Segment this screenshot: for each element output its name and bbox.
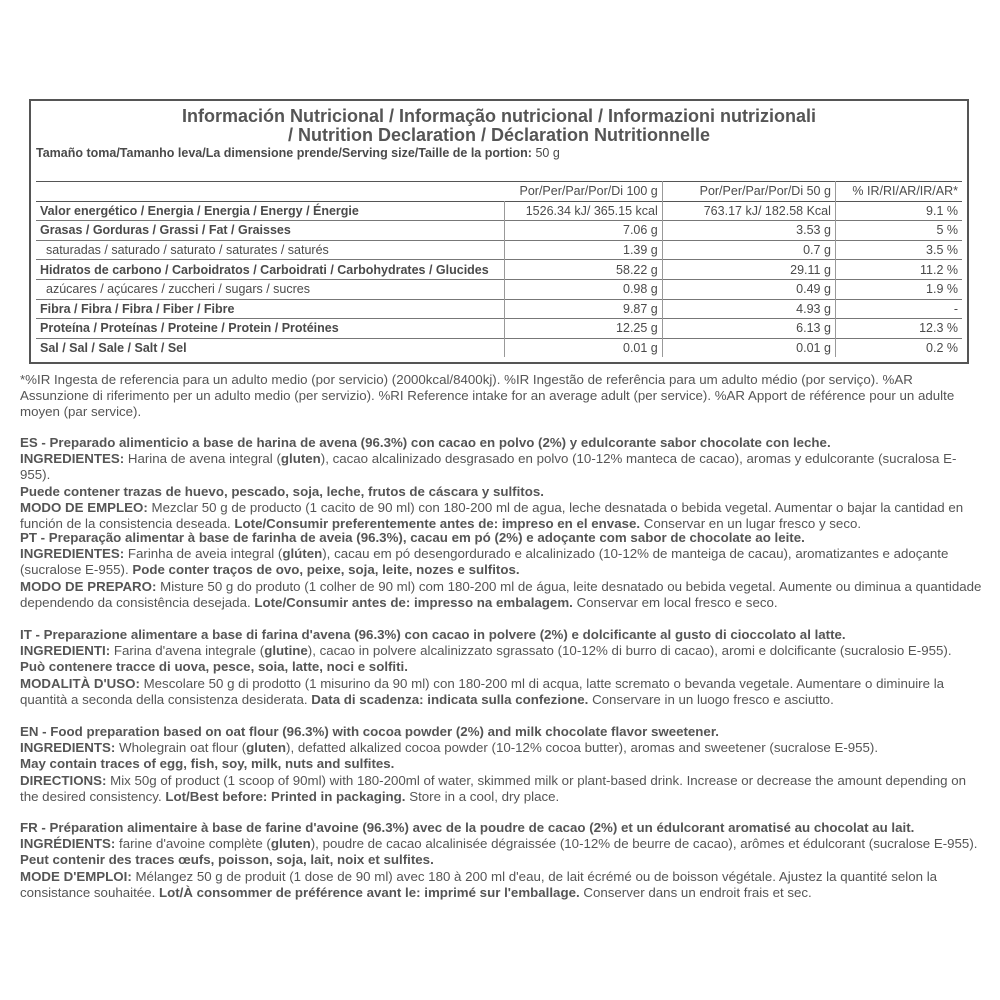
row-per-50g: 763.17 kJ/ 182.58 Kcal — [662, 201, 835, 221]
directions-text: Misture 50 g do produto (1 colher de 90 ml) com 180-200 ml de água, leite desnatado ou bebida vegetal. Aumente ou diminua a quantidade dependendo da consistência desejada. — [20, 578, 982, 610]
nutrition-table-header — [36, 182, 962, 202]
section-title: EN - Food preparation based on oat flour (96.3%) with cocoa powder (2%) and milk chocolate flavor sweetener. — [20, 724, 719, 739]
row-ri: 12.3 % — [919, 321, 958, 336]
section-en — [20, 724, 982, 805]
row-ri: 11.2 % — [920, 262, 958, 277]
ingredients-label: INGREDIENTS: — [20, 740, 116, 756]
header-blank — [36, 182, 504, 202]
section-title: IT - Preparazione alimentare a base di farina d'avena (96.3%) con cacao in polvere (2%) e dolcificante al gusto di cioccolato al latte. — [20, 627, 846, 642]
directions-label: MODO DE PREPARO: — [20, 578, 157, 594]
row-ri: 1.9 % — [926, 282, 958, 297]
row-name: Sal / Sal / Sale / Salt / Sel — [36, 338, 504, 357]
section-es — [20, 435, 982, 532]
ingredients-text: Farina d'avena integrale ( — [113, 643, 265, 659]
storage-text: Conservar en un lugar fresco y seco. — [643, 516, 862, 532]
section-title: PT - Preparação alimentar à base de farinha de aveia (96.3%), cacau em pó (2%) e adoçante com sabor de chocolate ao leite. — [20, 530, 805, 545]
row-per-100g: 1526.34 kJ/ 365.15 kcal — [504, 201, 662, 221]
section-fr — [20, 820, 982, 901]
directions-text: Mix 50g of product (1 scoop of 90ml) with 180-200ml of water, skimmed milk or plant-based drink. Increase or decrease the amount depending on the desired consistency. — [20, 772, 967, 804]
nutrition-label — [29, 99, 969, 364]
ingredients-text-rest: ), cacau em pó desengordurado e alcalinizado (10-12% de manteiga de cacau), aromatizantes e adoçante (sucralose E-955). — [20, 546, 949, 578]
traces-warning: Può contenere tracce di uova, pesce, soia, latte, noci e solfiti. — [20, 659, 408, 675]
row-per-100g: 0.98 g — [504, 279, 662, 299]
nutrition-title-line2: / Nutrition Declaration / Déclaration Nutritionnelle — [287, 125, 711, 145]
nutrition-table — [36, 181, 962, 357]
table-row — [36, 299, 962, 319]
serving-size-label: Tamaño toma/Tamanho leva/La dimensione prende/Serving size/Taille de la portion: — [36, 146, 532, 160]
lot-best-before: Data di scadenza: indicata sulla confezione. — [311, 691, 589, 707]
row-ri: 9.1 % — [926, 203, 958, 218]
row-per-100g: 12.25 g — [504, 319, 662, 339]
table-row — [36, 240, 962, 260]
directions-label: DIRECTIONS: — [20, 772, 107, 788]
row-per-50g: 6.13 g — [662, 319, 835, 339]
row-ri: 3.5 % — [926, 243, 958, 258]
header-per-50g: Por/Per/Par/Por/Di 50 g — [662, 182, 835, 202]
footnote-text: *%IR Ingesta de referencia para un adulto medio (por servicio) (2000kcal/8400kj). %IR Ingestão de referência para um adulto médio (por serviço). %AR Assunzione di riferimento per un adulto medio (per servizio). %RI Reference intake for an average adult (per service). %AR Apport de référence pour un adulte moyen (par service). — [20, 372, 955, 420]
allergen-highlight: gluten — [270, 836, 311, 852]
row-per-50g: 0.49 g — [662, 279, 835, 299]
table-row — [36, 338, 962, 357]
row-per-100g: 58.22 g — [504, 260, 662, 280]
serving-size — [36, 146, 560, 160]
table-row — [36, 260, 962, 280]
allergen-highlight: gluten — [280, 451, 321, 467]
directions-text: Mescolare 50 g di prodotto (1 misurino da 90 ml) con 180-200 ml di acqua, latte scremato o bevanda vegetale. Aumentare o diminuire la quantità a seconda della consistenza desiderata. — [20, 675, 945, 707]
row-name: Hidratos de carbono / Carboidratos / Carboidrati / Carbohydrates / Glucides — [36, 260, 504, 280]
ingredients-label: INGREDIENTI: — [20, 643, 111, 659]
ingredients-text-rest: ), cacao alcalinizado desgrasado en polvo (10-12% manteca de cacao), aromas y edulcorante (sucralosa E-955). — [20, 451, 957, 483]
header-ri: % IR/RI/AR/IR/AR* — [852, 184, 958, 199]
ingredients-text-rest: ), poudre de cacao alcalinisée dégraissée (10-12% de beurre de cacao), arômes et édulcorant (sucralose E-955). — [310, 836, 978, 852]
row-name: azúcares / açúcares / zuccheri / sugars / sucres — [36, 279, 504, 299]
table-row — [36, 221, 962, 241]
ingredients-label: INGRÉDIENTS: — [20, 836, 116, 852]
nutrition-title-line1: Información Nutricional / Informação nutricional / Informazioni nutrizionali — [181, 106, 817, 126]
row-per-100g: 1.39 g — [504, 240, 662, 260]
lot-best-before: Lot/À consommer de préférence avant le: imprimé sur l'emballage. — [158, 884, 580, 900]
allergen-highlight: glutine — [264, 643, 308, 659]
ingredients-text: Wholegrain oat flour ( — [119, 740, 247, 756]
row-ri: 5 % — [936, 223, 958, 238]
lot-best-before: Lote/Consumir antes de: impresso na embalagem. — [254, 594, 573, 610]
reference-intake-footnote — [20, 372, 982, 421]
section-it — [20, 627, 982, 708]
directions-text: Mezclar 50 g de producto (1 cacito de 90 ml) con 180-200 ml de agua, leche desnatada o bebida vegetal. Aumentar o bajar la cantidad en función de la consistencia deseada. — [20, 499, 964, 532]
ingredients-label: INGREDIENTES: — [20, 546, 125, 562]
traces-warning: Peut contenir des traces œufs, poisson, soja, lait, noix et sulfites. — [20, 852, 434, 868]
row-name: Proteína / Proteínas / Proteine / Protein / Protéines — [36, 319, 504, 339]
section-pt — [20, 530, 982, 611]
section-title: ES - Preparado alimenticio a base de harina de avena (96.3%) con cacao en polvo (2%) y edulcorante sabor chocolate con leche. — [20, 435, 831, 450]
storage-text: Conservare in un luogo fresco e asciutto. — [592, 691, 834, 707]
storage-text: Store in a cool, dry place. — [409, 788, 560, 804]
row-name: Grasas / Gorduras / Grassi / Fat / Graisses — [36, 221, 504, 241]
allergen-highlight: gluten — [246, 740, 287, 756]
row-name: Valor energético / Energia / Energia / Energy / Énergie — [36, 201, 504, 221]
serving-size-value: 50 g — [535, 146, 560, 160]
table-row — [36, 279, 962, 299]
directions-label: MODE D'EMPLOI: — [20, 868, 132, 884]
traces-warning: Pode conter traços de ovo, peixe, soja, leite, nozes e sulfitos. — [132, 562, 520, 578]
ingredients-text-rest: ), defatted alkalized cocoa powder (10-12% cocoa butter), aromas and sweetener (sucralose E-955). — [286, 740, 879, 756]
row-name: saturadas / saturado / saturato / saturates / saturés — [36, 240, 504, 260]
row-ri: - — [953, 301, 958, 316]
ingredients-text: farine d'avoine complète ( — [119, 836, 271, 852]
directions-text: Mélangez 50 g de produit (1 dose de 90 ml) avec 180 à 200 ml d'eau, de lait écrémé ou de boisson végétale. Ajustez la quantité selon la consistance souhaitée. — [20, 868, 938, 900]
row-per-100g: 9.87 g — [504, 299, 662, 319]
nutrition-title — [31, 107, 967, 145]
row-name: Fibra / Fibra / Fibra / Fiber / Fibre — [36, 299, 504, 319]
row-per-50g: 29.11 g — [662, 260, 835, 280]
section-title: FR - Préparation alimentaire à base de farine d'avoine (96.3%) avec de la poudre de cacao (2%) et un édulcorant aromatisé au chocolat au lait. — [20, 820, 915, 835]
row-per-50g: 3.53 g — [662, 221, 835, 241]
row-per-100g: 7.06 g — [504, 221, 662, 241]
row-per-100g: 0.01 g — [504, 338, 662, 357]
row-ri: 0.2 % — [926, 341, 958, 356]
lot-best-before: Lot/Best before: Printed in packaging. — [165, 788, 406, 804]
lot-best-before: Lote/Consumir preferentemente antes de: impreso en el envase. — [234, 516, 641, 532]
ingredients-text: Farinha de aveia integral ( — [127, 546, 283, 562]
ingredients-text: Harina de avena integral ( — [127, 451, 281, 467]
traces-warning: May contain traces of egg, fish, soy, milk, nuts and sulfites. — [20, 756, 395, 772]
table-row — [36, 319, 962, 339]
storage-text: Conservar em local fresco e seco. — [576, 594, 778, 610]
table-row — [36, 201, 962, 221]
row-per-50g: 0.7 g — [662, 240, 835, 260]
directions-label: MODO DE EMPLEO: — [20, 499, 148, 515]
row-per-50g: 0.01 g — [662, 338, 835, 357]
traces-warning: Puede contener trazas de huevo, pescado, soja, leche, frutos de cáscara y sulfitos. — [20, 483, 544, 499]
ingredients-text-rest: ), cacao in polvere alcalinizzato sgrassato (10-12% di burro di cacao), aromi e dolcificante (sucralosio E-955). — [307, 643, 952, 659]
ingredients-label: INGREDIENTES: — [20, 451, 125, 467]
directions-label: MODALITÀ D'USO: — [20, 675, 140, 691]
row-per-50g: 4.93 g — [662, 299, 835, 319]
storage-text: Conserver dans un endroit frais et sec. — [583, 884, 812, 900]
header-per-100g: Por/Per/Par/Por/Di 100 g — [504, 182, 662, 202]
allergen-highlight: glúten — [282, 546, 323, 562]
